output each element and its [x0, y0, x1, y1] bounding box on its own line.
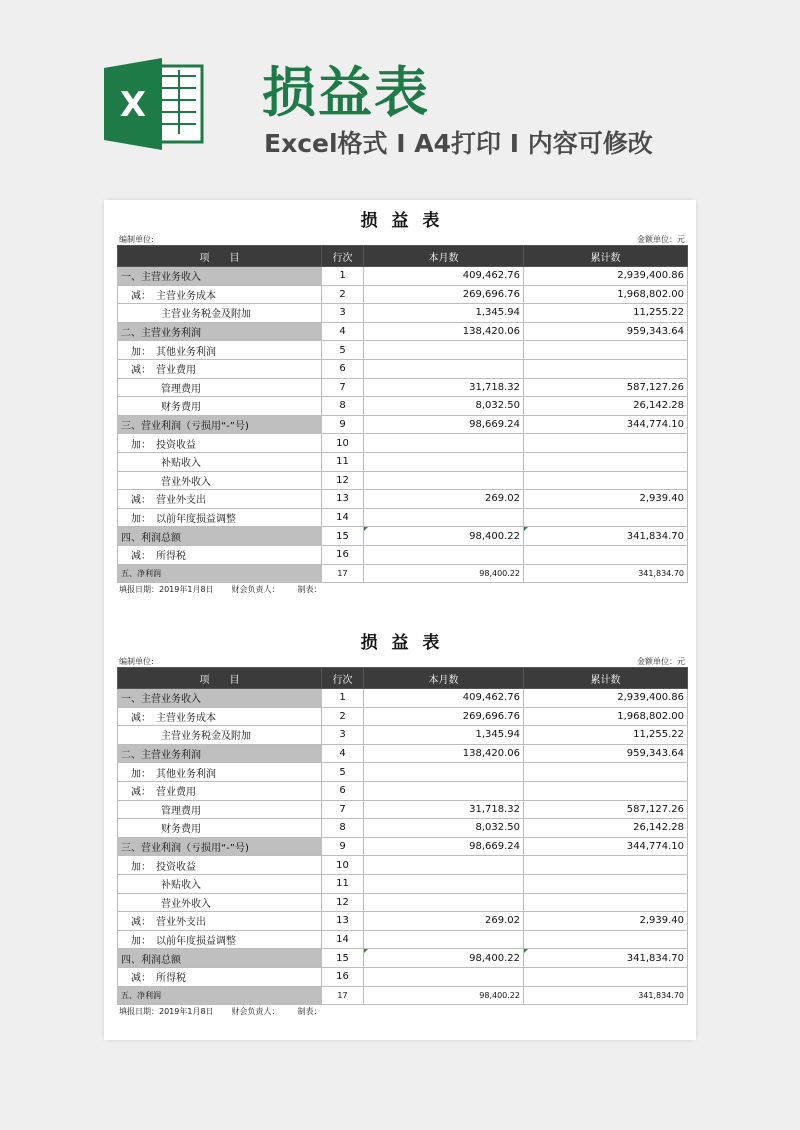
- row-item-label: 补贴收入: [118, 452, 322, 471]
- table-row: [118, 874, 688, 893]
- column-header: 行次: [322, 668, 364, 689]
- month-amount: 1,345.94: [364, 726, 524, 745]
- month-amount: 31,718.32: [364, 800, 524, 819]
- month-amount: 98,400.22: [364, 986, 524, 1005]
- row-item-label: 财务费用: [118, 819, 322, 838]
- cumulative-amount: 341,834.70: [524, 527, 688, 546]
- row-number: 13: [322, 490, 364, 509]
- table-row: [118, 434, 688, 453]
- table-header-row: [118, 246, 688, 267]
- row-number: 14: [322, 930, 364, 949]
- page-subtitle: Excel格式 I A4打印 I 内容可修改: [264, 129, 653, 158]
- report-footer: [117, 1005, 687, 1019]
- table-row: [118, 763, 688, 782]
- row-number: 11: [322, 452, 364, 471]
- cumulative-amount: 344,774.10: [524, 837, 688, 856]
- row-number: 3: [322, 304, 364, 323]
- cumulative-amount: [524, 452, 688, 471]
- month-amount: [364, 893, 524, 912]
- row-item-label: 减： 主营业务成本: [118, 707, 322, 726]
- table-row: [118, 912, 688, 931]
- row-item-label: 二、主营业务利润: [118, 744, 322, 763]
- column-header: 项 目: [118, 246, 322, 267]
- row-item-label: 减： 主营业务成本: [118, 285, 322, 304]
- month-amount: 269.02: [364, 490, 524, 509]
- income-statement-table: [117, 667, 688, 1005]
- currency-unit-label: 金额单位：元: [637, 657, 685, 666]
- month-amount: [364, 874, 524, 893]
- row-item-label: 财务费用: [118, 397, 322, 416]
- row-number: 5: [322, 763, 364, 782]
- row-number: 3: [322, 726, 364, 745]
- table-row: [118, 707, 688, 726]
- row-item-label: 管理费用: [118, 800, 322, 819]
- row-number: 16: [322, 967, 364, 986]
- cumulative-amount: 959,343.64: [524, 744, 688, 763]
- row-item-label: 加： 投资收益: [118, 856, 322, 875]
- row-item-label: 三、营业利润（亏损用“-”号): [118, 415, 322, 434]
- row-item-label: 减： 营业费用: [118, 359, 322, 378]
- cumulative-amount: 11,255.22: [524, 726, 688, 745]
- column-header: 本月数: [364, 668, 524, 689]
- month-amount: 98,400.22: [364, 527, 524, 546]
- row-item-label: 减： 营业外支出: [118, 490, 322, 509]
- table-row: [118, 986, 688, 1005]
- cumulative-amount: 1,968,802.00: [524, 285, 688, 304]
- cumulative-amount: [524, 508, 688, 527]
- cumulative-amount: 11,255.22: [524, 304, 688, 323]
- cumulative-amount: [524, 341, 688, 360]
- table-row: [118, 800, 688, 819]
- table-row: [118, 415, 688, 434]
- table-row: [118, 837, 688, 856]
- cumulative-amount: [524, 434, 688, 453]
- table-row: [118, 267, 688, 286]
- cumulative-amount: 2,939.40: [524, 912, 688, 931]
- month-amount: [364, 434, 524, 453]
- month-amount: 138,420.06: [364, 322, 524, 341]
- cumulative-amount: 26,142.28: [524, 819, 688, 838]
- cumulative-amount: 2,939,400.86: [524, 267, 688, 286]
- table-row: [118, 819, 688, 838]
- cumulative-amount: [524, 967, 688, 986]
- row-number: 9: [322, 837, 364, 856]
- row-number: 14: [322, 508, 364, 527]
- finance-manager: 财会负责人：: [231, 1007, 280, 1017]
- month-amount: [364, 545, 524, 564]
- table-header-row: [118, 668, 688, 689]
- month-amount: 8,032.50: [364, 397, 524, 416]
- cumulative-amount: [524, 763, 688, 782]
- table-row: [118, 856, 688, 875]
- row-number: 7: [322, 800, 364, 819]
- row-item-label: 四、利润总额: [118, 949, 322, 968]
- row-number: 8: [322, 819, 364, 838]
- row-number: 8: [322, 397, 364, 416]
- table-row: [118, 378, 688, 397]
- row-number: 17: [322, 986, 364, 1005]
- excel-logo-icon: [104, 58, 204, 150]
- column-header: 累计数: [524, 246, 688, 267]
- row-number: 15: [322, 527, 364, 546]
- table-row: [118, 452, 688, 471]
- preparer: 制表：: [297, 1007, 322, 1017]
- table-row: [118, 322, 688, 341]
- table-row: [118, 285, 688, 304]
- column-header: 累计数: [524, 668, 688, 689]
- row-number: 13: [322, 912, 364, 931]
- row-number: 2: [322, 707, 364, 726]
- row-item-label: 减： 所得税: [118, 545, 322, 564]
- month-amount: [364, 763, 524, 782]
- report-meta: [117, 656, 687, 667]
- month-amount: 98,669.24: [364, 415, 524, 434]
- cumulative-amount: 2,939.40: [524, 490, 688, 509]
- row-item-label: 减： 营业外支出: [118, 912, 322, 931]
- month-amount: 409,462.76: [364, 689, 524, 708]
- row-item-label: 管理费用: [118, 378, 322, 397]
- row-item-label: 加： 以前年度损益调整: [118, 930, 322, 949]
- table-row: [118, 341, 688, 360]
- cumulative-amount: [524, 856, 688, 875]
- table-row: [118, 726, 688, 745]
- cumulative-amount: 341,834.70: [524, 564, 688, 583]
- table-row: [118, 967, 688, 986]
- cumulative-amount: 959,343.64: [524, 322, 688, 341]
- month-amount: 98,400.22: [364, 564, 524, 583]
- row-number: 10: [322, 856, 364, 875]
- row-number: 17: [322, 564, 364, 583]
- cumulative-amount: 344,774.10: [524, 415, 688, 434]
- page-title: 损益表: [262, 61, 430, 124]
- cumulative-amount: 341,834.70: [524, 986, 688, 1005]
- table-row: [118, 527, 688, 546]
- income-statement-table: [117, 245, 688, 583]
- row-number: 6: [322, 359, 364, 378]
- cumulative-amount: [524, 359, 688, 378]
- unit-label: 编制单位:: [119, 657, 154, 666]
- table-row: [118, 471, 688, 490]
- table-row: [118, 508, 688, 527]
- row-item-label: 加： 以前年度损益调整: [118, 508, 322, 527]
- month-amount: 138,420.06: [364, 744, 524, 763]
- row-item-label: 加： 其他业务利润: [118, 763, 322, 782]
- row-item-label: 五、净利润: [118, 564, 322, 583]
- row-item-label: 主营业务税金及附加: [118, 726, 322, 745]
- cumulative-amount: [524, 781, 688, 800]
- preparer: 制表：: [297, 585, 322, 595]
- cumulative-amount: [524, 874, 688, 893]
- row-item-label: 补贴收入: [118, 874, 322, 893]
- table-row: [118, 304, 688, 323]
- row-item-label: 四、利润总额: [118, 527, 322, 546]
- row-number: 9: [322, 415, 364, 434]
- month-amount: [364, 930, 524, 949]
- finance-manager: 财会负责人：: [231, 585, 280, 595]
- month-amount: [364, 781, 524, 800]
- month-amount: 409,462.76: [364, 267, 524, 286]
- table-row: [118, 781, 688, 800]
- month-amount: 31,718.32: [364, 378, 524, 397]
- table-row: [118, 949, 688, 968]
- fill-date: 填报日期：2019年1月8日: [119, 585, 214, 595]
- cumulative-amount: [524, 471, 688, 490]
- row-item-label: 一、主营业务收入: [118, 267, 322, 286]
- month-amount: 269.02: [364, 912, 524, 931]
- row-item-label: 减： 所得税: [118, 967, 322, 986]
- column-header: 本月数: [364, 246, 524, 267]
- cumulative-amount: [524, 893, 688, 912]
- row-item-label: 三、营业利润（亏损用“-”号): [118, 837, 322, 856]
- table-row: [118, 359, 688, 378]
- row-item-label: 加： 其他业务利润: [118, 341, 322, 360]
- report-title: 损 益 表: [360, 211, 444, 231]
- report-sheet-2: [117, 630, 687, 1019]
- row-item-label: 加： 投资收益: [118, 434, 322, 453]
- row-item-label: 减： 营业费用: [118, 781, 322, 800]
- month-amount: 98,400.22: [364, 949, 524, 968]
- row-number: 7: [322, 378, 364, 397]
- row-number: 1: [322, 267, 364, 286]
- row-number: 11: [322, 874, 364, 893]
- table-row: [118, 930, 688, 949]
- row-item-label: 营业外收入: [118, 471, 322, 490]
- month-amount: [364, 452, 524, 471]
- month-amount: [364, 341, 524, 360]
- cumulative-amount: [524, 545, 688, 564]
- cumulative-amount: [524, 930, 688, 949]
- month-amount: 269,696.76: [364, 285, 524, 304]
- report-meta: [117, 234, 687, 245]
- banner: [0, 0, 800, 195]
- month-amount: [364, 471, 524, 490]
- row-number: 15: [322, 949, 364, 968]
- column-header: 项 目: [118, 668, 322, 689]
- row-item-label: 一、主营业务收入: [118, 689, 322, 708]
- month-amount: [364, 508, 524, 527]
- table-row: [118, 564, 688, 583]
- cumulative-amount: 26,142.28: [524, 397, 688, 416]
- month-amount: 269,696.76: [364, 707, 524, 726]
- month-amount: [364, 856, 524, 875]
- cumulative-amount: 341,834.70: [524, 949, 688, 968]
- unit-label: 编制单位:: [119, 235, 154, 244]
- month-amount: [364, 359, 524, 378]
- cumulative-amount: 2,939,400.86: [524, 689, 688, 708]
- row-number: 4: [322, 744, 364, 763]
- row-number: 2: [322, 285, 364, 304]
- fill-date: 填报日期：2019年1月8日: [119, 1007, 214, 1017]
- table-row: [118, 490, 688, 509]
- row-number: 4: [322, 322, 364, 341]
- logo-letter: X: [119, 85, 147, 125]
- row-number: 1: [322, 689, 364, 708]
- table-row: [118, 397, 688, 416]
- report-title: 损 益 表: [360, 633, 444, 653]
- column-header: 行次: [322, 246, 364, 267]
- row-item-label: 二、主营业务利润: [118, 322, 322, 341]
- month-amount: 98,669.24: [364, 837, 524, 856]
- table-row: [118, 893, 688, 912]
- cumulative-amount: 1,968,802.00: [524, 707, 688, 726]
- report-sheet-1: [117, 208, 687, 597]
- table-row: [118, 689, 688, 708]
- document-page: [104, 200, 696, 1040]
- row-number: 12: [322, 893, 364, 912]
- row-number: 16: [322, 545, 364, 564]
- currency-unit-label: 金额单位：元: [637, 235, 685, 244]
- row-number: 6: [322, 781, 364, 800]
- row-item-label: 主营业务税金及附加: [118, 304, 322, 323]
- row-item-label: 营业外收入: [118, 893, 322, 912]
- month-amount: 8,032.50: [364, 819, 524, 838]
- table-row: [118, 545, 688, 564]
- month-amount: 1,345.94: [364, 304, 524, 323]
- cumulative-amount: 587,127.26: [524, 378, 688, 397]
- cumulative-amount: 587,127.26: [524, 800, 688, 819]
- row-number: 10: [322, 434, 364, 453]
- row-item-label: 五、净利润: [118, 986, 322, 1005]
- table-row: [118, 744, 688, 763]
- row-number: 5: [322, 341, 364, 360]
- month-amount: [364, 967, 524, 986]
- report-footer: [117, 583, 687, 597]
- row-number: 12: [322, 471, 364, 490]
